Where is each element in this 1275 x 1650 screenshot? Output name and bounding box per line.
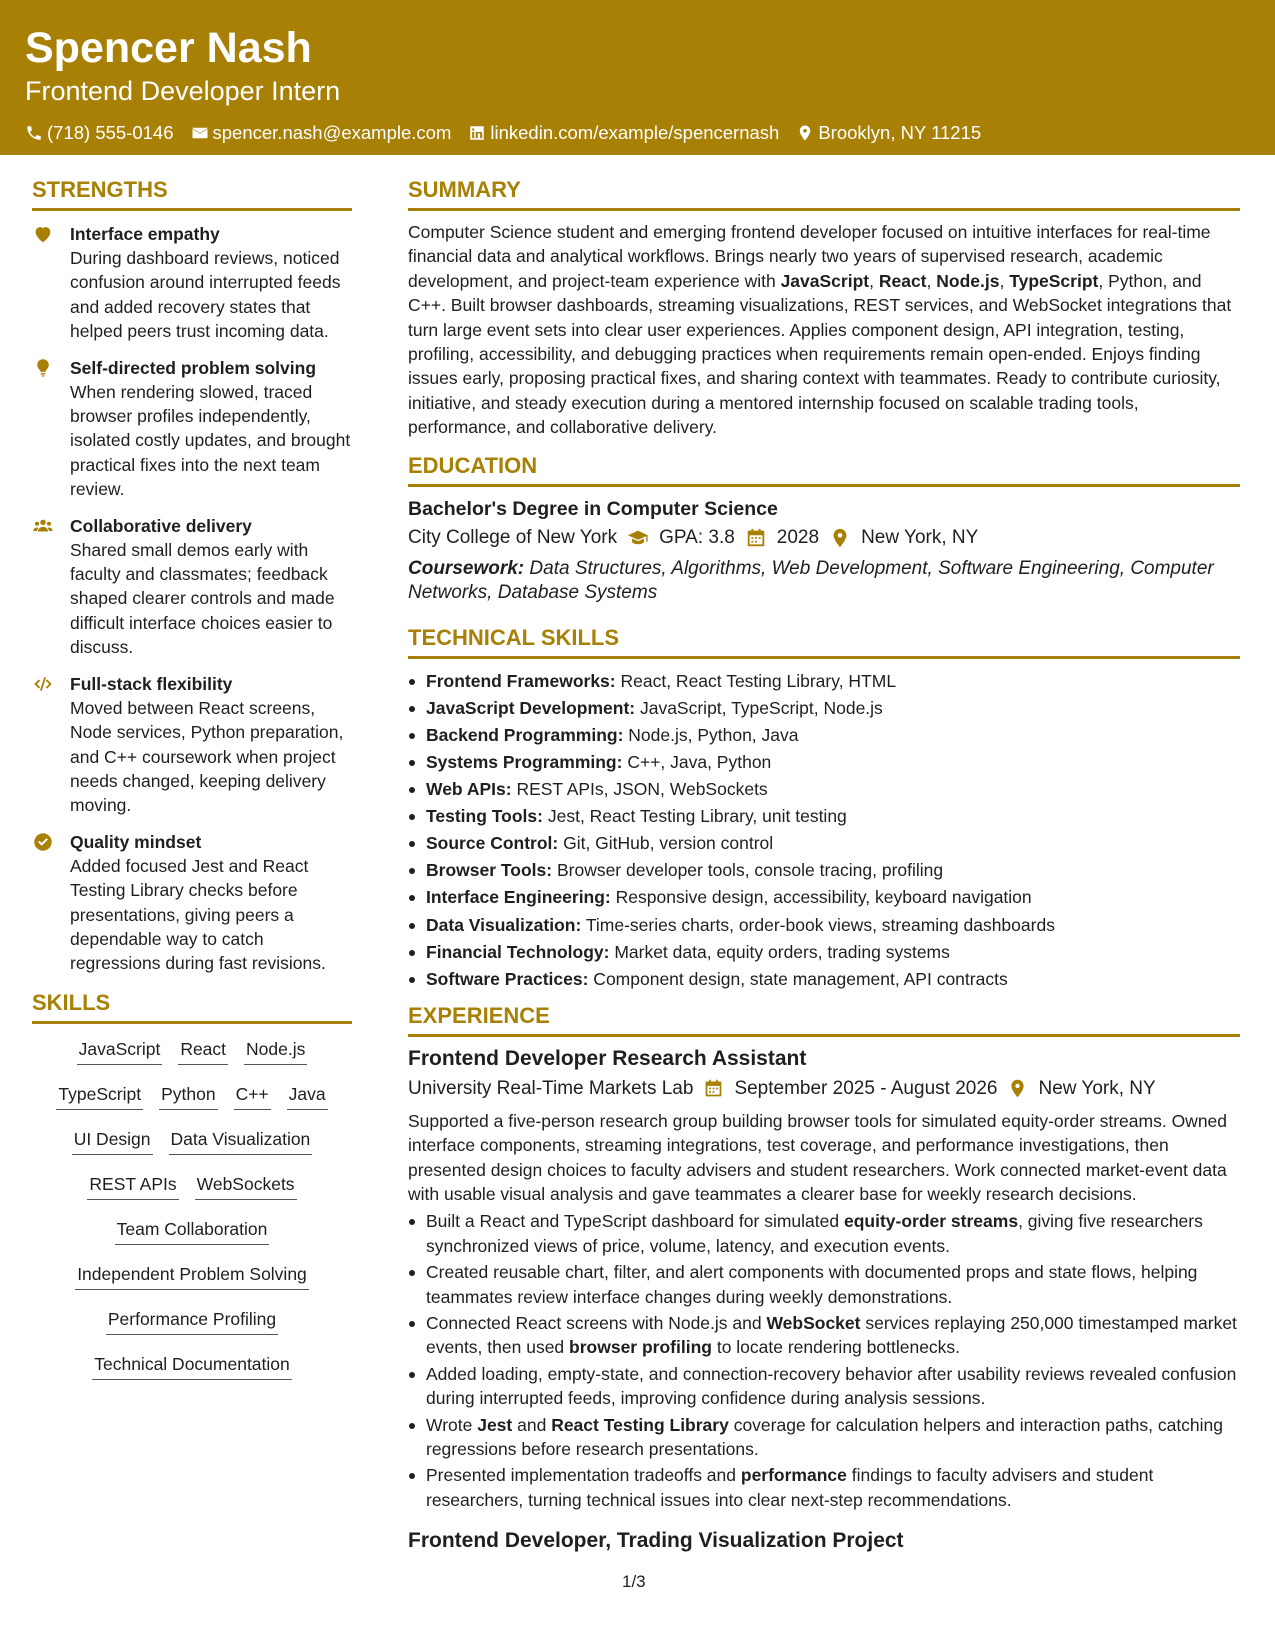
skills-heading: SKILLS bbox=[32, 988, 352, 1024]
job-title: Frontend Developer, Trading Visualization Project bbox=[408, 1529, 904, 1553]
degree-title: Bachelor's Degree in Computer Science bbox=[408, 497, 778, 520]
job-title: Frontend Developer Research Assistant bbox=[408, 1046, 807, 1070]
list-item: Backend Programming: Node.js, Python, Java bbox=[408, 722, 1240, 749]
list-item: Built a React and TypeScript dashboard for simulated equity-order streams, giving five researchers synchronized views of price, volume, latency, and execution events. bbox=[408, 1209, 1240, 1258]
users-icon bbox=[32, 515, 54, 537]
list-item: Software Practices: Component design, state management, API contracts bbox=[408, 966, 1240, 993]
strength-title: Self-directed problem solving bbox=[70, 357, 317, 378]
school-name: City College of New York bbox=[408, 526, 618, 548]
location-text: Brooklyn, NY 11215 bbox=[818, 122, 982, 143]
skill-tag: C++ bbox=[234, 1082, 271, 1110]
contact-location bbox=[796, 120, 981, 146]
contact-email[interactable] bbox=[191, 120, 452, 146]
map-pin-icon bbox=[829, 527, 851, 549]
list-item: Data Visualization: Time-series charts, order-book views, streaming dashboards bbox=[408, 912, 1240, 939]
list-item: Presented implementation tradeoffs and performance findings to faculty advisers and student researchers, turning technical issues into clear next-step recommendations. bbox=[408, 1463, 1240, 1512]
skill-tag: Independent Problem Solving bbox=[75, 1262, 309, 1290]
technical-skills-heading: TECHNICAL SKILLS bbox=[408, 623, 1240, 659]
skill-tags bbox=[32, 1037, 352, 1397]
skill-tag: React bbox=[178, 1037, 228, 1065]
list-item: Added loading, empty-state, and connection-recovery behavior after usability reviews revealed confusion during interrupted feeds, improving confidence during analysis sessions. bbox=[408, 1362, 1240, 1411]
skill-tag: REST APIs bbox=[87, 1172, 178, 1200]
graduation-cap-icon bbox=[627, 527, 649, 549]
skill-tag: Java bbox=[287, 1082, 328, 1110]
email-text: spencer.nash@example.com bbox=[212, 122, 452, 143]
code-icon bbox=[32, 673, 54, 695]
list-item: Testing Tools: Jest, React Testing Library, unit testing bbox=[408, 803, 1240, 830]
lightbulb-icon bbox=[32, 357, 54, 379]
left-column bbox=[32, 175, 352, 1397]
skill-tag: Performance Profiling bbox=[106, 1307, 278, 1335]
skill-tag: JavaScript bbox=[77, 1037, 163, 1065]
list-item: Interface Engineering: Responsive design, accessibility, keyboard navigation bbox=[408, 884, 1240, 911]
phone-text: (718) 555-0146 bbox=[47, 122, 174, 143]
summary-heading: SUMMARY bbox=[408, 175, 1240, 211]
strength-item bbox=[32, 356, 352, 502]
resume-header bbox=[0, 0, 1275, 155]
skill-tag: Technical Documentation bbox=[92, 1352, 292, 1380]
contact-linkedin[interactable] bbox=[468, 120, 779, 146]
linkedin-text: linkedin.com/example/spencernash bbox=[490, 122, 780, 143]
strength-item bbox=[32, 830, 352, 976]
heart-icon bbox=[32, 223, 54, 245]
skill-tag: Team Collaboration bbox=[115, 1217, 270, 1245]
list-item: Browser Tools: Browser developer tools, console tracing, profiling bbox=[408, 857, 1240, 884]
summary-text: Computer Science student and emerging frontend developer focused on intuitive interfaces for real-time financial data and analytical workflows. Brings nearly two years of supervised research, academic development, and project-team experience with JavaScript, React, Node.js, TypeScript, Python, and C++. Built browser dashboards, streaming visualizations, REST services, and WebSocket integrations that turn large event sets into clear user experiences. Applies component design, API integration, testing, profiling, accessibility, and debugging practices when requirements remain open-ended. Enjoys finding issues early, proposing practical fixes, and sharing context with teammates. Ready to contribute curiosity, initiative, and steady execution during a mentored internship focused on scalable trading tools, performance, and collaborative delivery. bbox=[408, 222, 1232, 438]
map-pin-icon bbox=[796, 124, 814, 142]
linkedin-icon bbox=[468, 124, 486, 142]
skill-tag: Data Visualization bbox=[169, 1127, 313, 1155]
list-item: Financial Technology: Market data, equity orders, trading systems bbox=[408, 939, 1240, 966]
list-item: Created reusable chart, filter, and alert components with documented props and state flows, helping teammates review interface changes during weekly demonstrations. bbox=[408, 1260, 1240, 1309]
experience-heading: EXPERIENCE bbox=[408, 1001, 1240, 1037]
skill-tag: Node.js bbox=[244, 1037, 307, 1065]
list-item: Frontend Frameworks: React, React Testing Library, HTML bbox=[408, 668, 1240, 695]
job-details bbox=[408, 1075, 1240, 1103]
job-location: New York, NY bbox=[1038, 1077, 1156, 1099]
strengths-heading: STRENGTHS bbox=[32, 175, 352, 211]
phone-icon bbox=[25, 124, 43, 142]
skill-tag: UI Design bbox=[72, 1127, 153, 1155]
coursework: Coursework: Data Structures, Algorithms, Web Development, Software Engineering, Computer Networks, Database Systems bbox=[408, 557, 1214, 604]
strengths-list bbox=[32, 222, 352, 976]
job-dates: September 2025 - August 2026 bbox=[734, 1077, 998, 1099]
strength-desc: Moved between React screens, Node services, Python preparation, and C++ coursework when project needs changed, keeping delivery moving. bbox=[70, 697, 344, 816]
strength-title: Full-stack flexibility bbox=[70, 673, 233, 694]
strength-title: Collaborative delivery bbox=[70, 515, 252, 536]
strength-item bbox=[32, 222, 352, 344]
candidate-title: Frontend Developer Intern bbox=[25, 76, 341, 106]
skill-tag: Python bbox=[159, 1082, 217, 1110]
skill-tag: TypeScript bbox=[56, 1082, 143, 1110]
education-heading: EDUCATION bbox=[408, 451, 1240, 487]
strength-title: Quality mindset bbox=[70, 831, 202, 852]
technical-skills-list bbox=[408, 668, 1240, 993]
envelope-icon bbox=[191, 124, 209, 142]
list-item: Source Control: Git, GitHub, version control bbox=[408, 830, 1240, 857]
job-organization: University Real-Time Markets Lab bbox=[408, 1077, 694, 1099]
strength-item bbox=[32, 514, 352, 660]
calendar-icon bbox=[745, 527, 767, 549]
list-item: JavaScript Development: JavaScript, TypeScript, Node.js bbox=[408, 695, 1240, 722]
strength-desc: When rendering slowed, traced browser profiles independently, isolated costly updates, and brought practical fixes into the next team review. bbox=[70, 381, 351, 500]
page-number: 1/3 bbox=[622, 1572, 646, 1591]
skill-tag: WebSockets bbox=[195, 1172, 297, 1200]
strength-desc: During dashboard reviews, noticed confusion around interrupted feeds and added recovery states that helped peers trust incoming data. bbox=[70, 248, 341, 342]
gpa-text: GPA: 3.8 bbox=[659, 526, 735, 548]
list-item: Systems Programming: C++, Java, Python bbox=[408, 749, 1240, 776]
job-description: Supported a five-person research group building browser tools for simulated equity-order streams. Owned interface components, streaming integrations, test coverage, and performance investigations, then presented design choices to faculty advisers and student researchers. Work connected market-event data with usable visual analysis and gave teammates a clearer base for weekly research decisions. bbox=[408, 1110, 1228, 1204]
job-bullets bbox=[408, 1209, 1240, 1512]
list-item: Web APIs: REST APIs, JSON, WebSockets bbox=[408, 776, 1240, 803]
graduation-year: 2028 bbox=[776, 526, 820, 548]
education-location: New York, NY bbox=[861, 526, 979, 548]
list-item: Connected React screens with Node.js and WebSocket services replaying 250,000 timestamped market events, then used browser profiling to locate rendering bottlenecks. bbox=[408, 1311, 1240, 1360]
map-pin-icon bbox=[1007, 1078, 1028, 1099]
check-circle-icon bbox=[32, 831, 54, 853]
contact-phone[interactable] bbox=[25, 120, 174, 146]
list-item: Wrote Jest and React Testing Library coverage for calculation helpers and interaction paths, catching regressions before research presentations. bbox=[408, 1413, 1240, 1462]
strength-title: Interface empathy bbox=[70, 224, 220, 244]
strength-desc: Shared small demos early with faculty and classmates; feedback shaped clearer controls and made difficult interface choices easier to discuss. bbox=[70, 539, 335, 658]
right-column bbox=[408, 175, 1240, 1555]
candidate-name: Spencer Nash bbox=[25, 24, 312, 72]
calendar-icon bbox=[703, 1078, 724, 1099]
strength-desc: Added focused Jest and React Testing Library checks before presentations, giving peers a dependable way to catch regressions during fast revisions. bbox=[70, 855, 326, 974]
education-details bbox=[408, 524, 1240, 552]
strength-item bbox=[32, 672, 352, 818]
contact-bar bbox=[25, 120, 1250, 146]
